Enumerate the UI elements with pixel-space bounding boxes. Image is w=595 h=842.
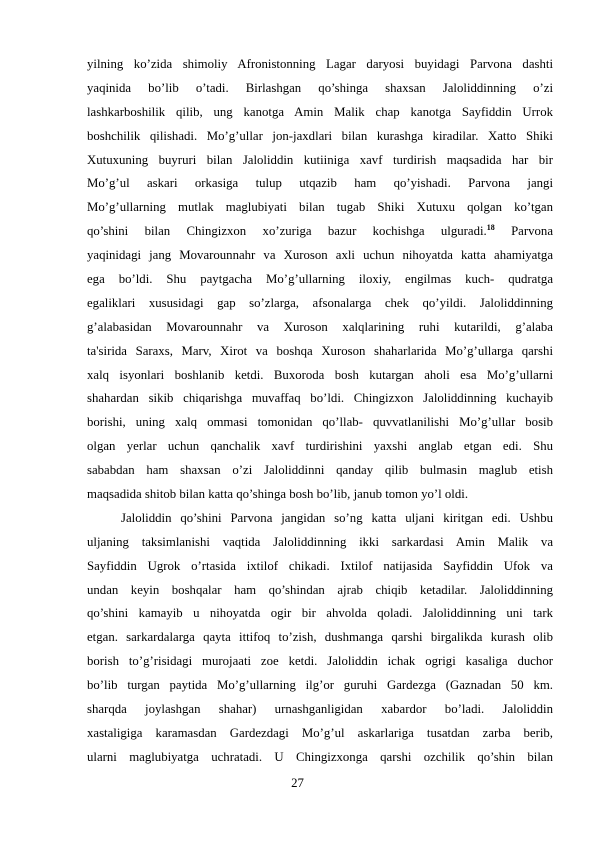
text-line: egaliklari xususidagi gap so’zlarga, afsonalarga chek qo’yildi. Jaloliddinning xyxy=(87,295,553,310)
text-line: bo’lib turgan paytida Mo’g’ullarning ilg’or guruhi Gardezga (Gaznadan 50 km. xyxy=(87,678,553,693)
page-number: 27 xyxy=(291,776,304,790)
text-line: Mo’g’ul askari orkasiga tulup utqazib ham qo’yishadi. Parvona jangi xyxy=(87,176,553,191)
paragraph-2 xyxy=(87,507,553,770)
text-line: ularni maglubiyatga uchratadi. U Chingizxonga qarshi ozchilik qo’shin bilan xyxy=(87,749,553,764)
text-line: etgan. sarkardalarga qayta ittifoq to’zish, dushmanga qarshi birgalikda kurash olib xyxy=(87,630,553,645)
text-line: ega bo’ldi. Shu paytgacha Mo’g’ullarning iloxiy, engilmas kuch- qudratga xyxy=(87,272,553,287)
text-segment: Parvona xyxy=(494,224,554,239)
footnote-reference[interactable]: 18 xyxy=(486,223,495,233)
text-line: xastaligiga karamasdan Gardezdagi Mo’g’ul askarlariga tusatdan zarba berib, xyxy=(87,725,553,740)
text-line: yaqinida bo’lib o’tadi. Birlashgan qo’shinga shaxsan Jaloliddinning o’zi xyxy=(87,80,553,95)
text-line: borish to’g’risidagi murojaati zoe ketdi. Jaloliddin ichak ogrigi kasaliga duchor xyxy=(87,654,553,669)
text-line: lashkarboshilik qilib, ung kanotga Amin Malik chap kanotga Sayfiddin Urrok xyxy=(87,104,553,119)
text-line: xalq isyonlari boshlanib ketdi. Buxoroda bosh kutargan aholi esa Mo’g’ullarni xyxy=(87,367,553,382)
text-line: undan keyin boshqalar ham qo’shindan ajrab chiqib ketadilar. Jaloliddinning xyxy=(87,582,553,597)
text-line: olgan yerlar uchun qanchalik xavf turdirishini yaxshi anglab etgan edi. Shu xyxy=(87,439,553,454)
text-line: Xutuxuning buyruri bilan Jaloliddin kutiiniga xavf turdirish maqsadida har bir xyxy=(87,152,553,167)
text-line: yaqinidagi jang Movarounnahr va Xuroson axli uchun nihoyatda katta ahamiyatga xyxy=(87,248,553,263)
text-line: Mo’g’ullarning mutlak maglubiyati bilan tugab Shiki Xutuxu qolgan ko’tgan xyxy=(87,200,553,215)
text-line: Jaloliddin qo’shini Parvona jangidan so’ng katta uljani kiritgan edi. Ushbu xyxy=(121,510,553,525)
text-line: g’alabasidan Movarounnahr va Xuroson xalqlarining ruhi kutarildi, g’alaba xyxy=(87,319,553,334)
text-line-with-footnote xyxy=(87,220,553,244)
text-line: uljaning taksimlanishi vaqtida Jaloliddinning ikki sarkardasi Amin Malik va xyxy=(87,534,553,549)
text-line: sharqda joylashgan shahar) urnashganligidan xabardor bo’ladi. Jaloliddin xyxy=(87,702,553,717)
paragraph-1 xyxy=(87,53,553,507)
document-body xyxy=(87,53,553,770)
text-line: boshchilik qilishadi. Mo’g’ullar jon-jaxdlari bilan kurashga kiradilar. Xatto Shiki xyxy=(87,128,553,143)
text-line: yilning ko’zida shimoliy Afronistonning Lagar daryosi buyidagi Parvona dashti xyxy=(87,57,553,71)
text-line: Sayfiddin Ugrok o’rtasida ixtilof chikadi. Ixtilof natijasida Sayfiddin Ufok va xyxy=(87,558,553,573)
text-line: sababdan ham shaxsan o’zi Jaloliddinni qanday qilib bulmasin maglub etish xyxy=(87,463,553,478)
text-line: shahardan sikib chiqarishga muvaffaq bo’ldi. Chingizxon Jaloliddinning kuchayib xyxy=(87,391,553,406)
text-segment: qo’shini bilan Chingizxon xo’zuriga bazur kochishga ulguradi. xyxy=(87,224,487,239)
text-line: ta'sirida Saraxs, Marv, Xirot va boshqa Xuroson shaharlarida Mo’g’ullarga qarshi xyxy=(87,343,553,358)
text-line: borishi, uning xalq ommasi tomonidan qo’llab- quvvatlanilishi Mo’g’ullar bosib xyxy=(87,415,553,430)
text-line: maqsadida shitob bilan katta qo’shinga bosh bo’lib, janub tomon yo’l oldi. xyxy=(87,487,469,502)
text-line: qo’shini kamayib u nihoyatda ogir bir ahvolda qoladi. Jaloliddinning uni tark xyxy=(87,606,553,621)
